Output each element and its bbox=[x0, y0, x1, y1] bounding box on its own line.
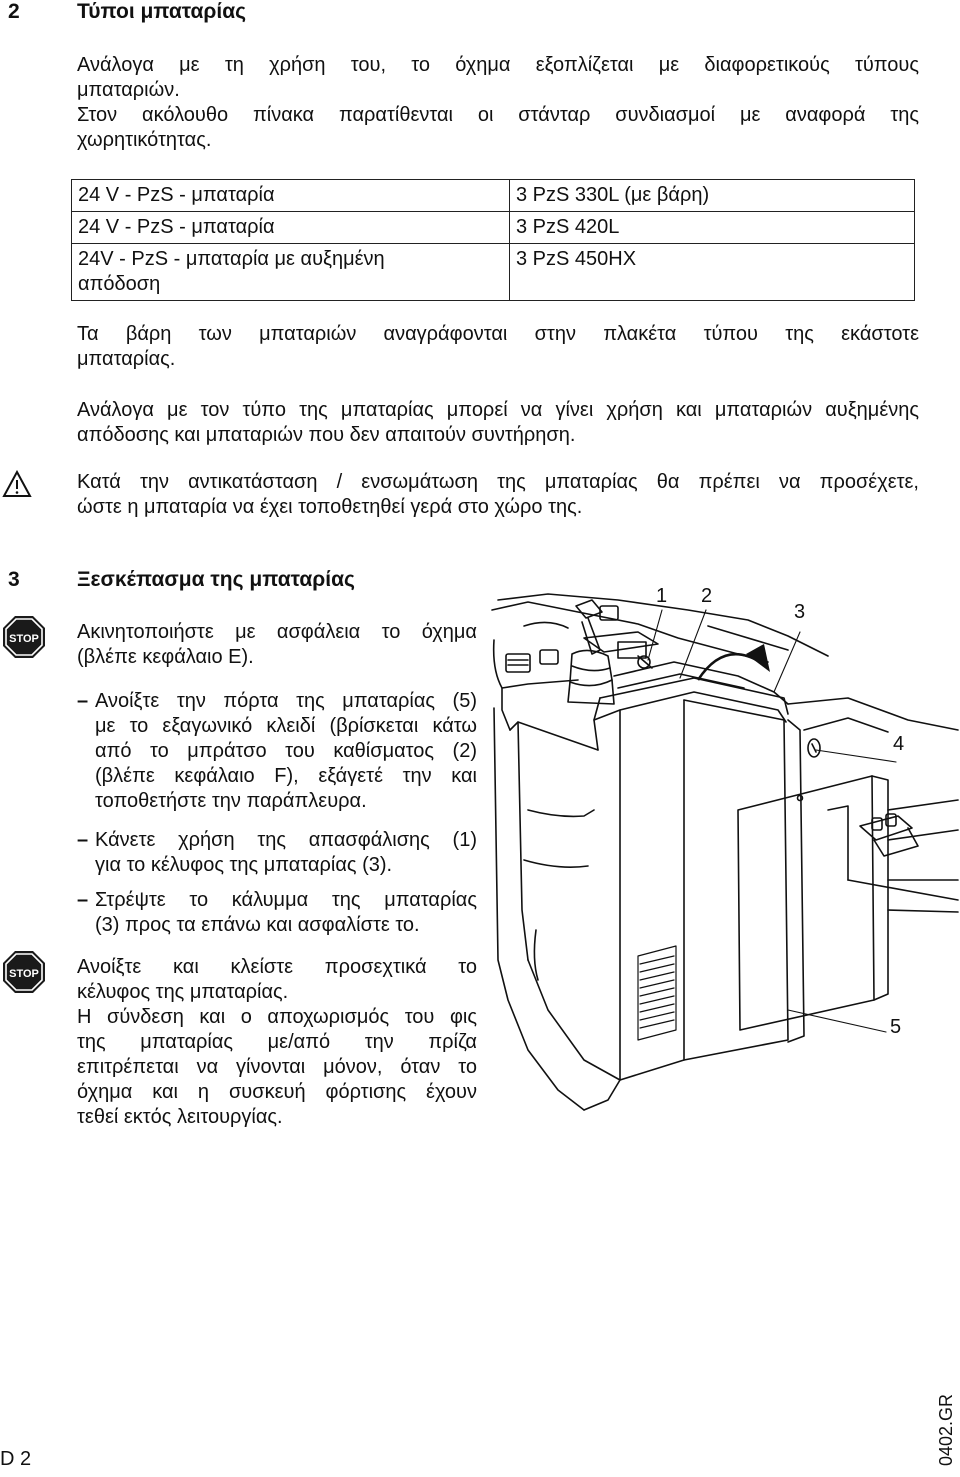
stop-line: όχημα και η συσκευή φόρτισης έχουν bbox=[77, 1081, 477, 1103]
section-2-title: Τύποι μπαταρίας bbox=[77, 0, 247, 23]
table-row bbox=[72, 244, 915, 301]
figure-callout: 1 bbox=[656, 585, 668, 607]
table-cell: 3 PzS 330L (με βάρη) bbox=[510, 180, 915, 212]
section-3-title: Ξεσκέπασμα της μπαταρίας bbox=[77, 568, 355, 591]
list-item bbox=[77, 888, 477, 938]
battery-table bbox=[71, 179, 915, 301]
figure-callout: 2 bbox=[701, 585, 713, 607]
step-line: Κάνετε χρήση της απασφάλισης (1) bbox=[95, 829, 477, 851]
step-line: για το κέλυφος της μπαταρίας (3). bbox=[95, 854, 393, 876]
stop-paragraph-2 bbox=[77, 955, 477, 1130]
step-line: τοποθετήστε την παράπλευρα. bbox=[95, 790, 367, 812]
table-cell: 3 PzS 450HX bbox=[510, 244, 915, 301]
types-line: απόδοσης και μπαταριών που δεν απαιτούν συντήρηση. bbox=[77, 424, 576, 446]
stop-line: επιτρέπεται να γίνονται μόνον, όταν το bbox=[77, 1056, 477, 1078]
stop-paragraph-1 bbox=[77, 620, 477, 670]
stop-label: STOP bbox=[9, 633, 39, 645]
table-cell: 24 V - PzS - μπαταρία bbox=[72, 180, 510, 212]
stop-label: STOP bbox=[9, 968, 39, 980]
step-line: με το εξαγωνικό κλειδί (βρίσκεται κάτω bbox=[95, 715, 477, 737]
stop-line: της μπαταρίας με/από την πρίζα bbox=[77, 1031, 477, 1053]
table-cell bbox=[72, 244, 510, 301]
table-cell-text: 24V - PzS - μπαταρία με αυξημένη απόδοση bbox=[78, 248, 385, 295]
stop-line: Η σύνδεση και ο αποχωρισμός του φις bbox=[77, 1006, 477, 1028]
stop-line: τεθεί εκτός λειτουργίας. bbox=[77, 1106, 283, 1128]
warning-line: ώστε η μπαταρία να έχει τοποθετηθεί γερά στο χώρο της. bbox=[77, 496, 583, 518]
section-3-number: 3 bbox=[8, 568, 20, 591]
warning-triangle-icon bbox=[2, 470, 32, 498]
stop-sign-icon bbox=[2, 615, 46, 659]
list-dash: – bbox=[77, 690, 89, 712]
stop-line: (βλέπε κεφάλαιο Ε). bbox=[77, 646, 254, 668]
types-line: Ανάλογα με τον τύπο της μπαταρίας μπορεί να γίνει χρήση και μπαταριών αυξημένης bbox=[77, 399, 919, 421]
warning-line: Κατά την αντικατάσταση / ενσωμάτωση της μπαταρίας θα πρέπει να προσέχετε, bbox=[77, 471, 919, 493]
warning-paragraph bbox=[77, 470, 919, 520]
intro-line: χωρητικότητας. bbox=[77, 129, 212, 151]
stop-line: Ακινητοποιήστε με ασφάλεια το όχημα bbox=[77, 621, 477, 643]
step-line: (βλέπε κεφάλαιο F), εξάγετέ την και bbox=[95, 765, 477, 787]
table-row bbox=[72, 180, 915, 212]
step-line: από το μπράτσο του καθίσματος (2) bbox=[95, 740, 477, 762]
page-number: D 2 bbox=[0, 1448, 32, 1470]
weights-line: Τα βάρη των μπαταριών αναγράφονται στην πλακέτα τύπου της εκάστοτε bbox=[77, 323, 919, 345]
intro-line: μπαταριών. bbox=[77, 79, 180, 101]
weights-paragraph bbox=[77, 322, 919, 372]
document-code: 0402.GR bbox=[936, 1393, 956, 1466]
intro-line: Ανάλογα με τη χρήση του, το όχημα εξοπλίζεται με διαφορετικούς τύπους bbox=[77, 54, 919, 76]
types-paragraph bbox=[77, 398, 919, 448]
intro-line: Στον ακόλουθο πίνακα παρατίθενται οι στάνταρ συνδιασμοί με αναφορά της bbox=[77, 104, 919, 126]
list-item bbox=[77, 689, 477, 814]
stop-sign-icon bbox=[2, 950, 46, 994]
stop-line: Ανοίξτε και κλείστε προσεχτικά το bbox=[77, 956, 477, 978]
step-line: Ανοίξτε την πόρτα της μπαταρίας (5) bbox=[95, 690, 477, 712]
battery-cover-illustration bbox=[488, 580, 960, 1120]
section-2-number: 2 bbox=[8, 0, 20, 23]
figure-callout: 4 bbox=[893, 733, 905, 755]
list-dash: – bbox=[77, 889, 89, 911]
weights-line: μπαταρίας. bbox=[77, 348, 176, 370]
list-item bbox=[77, 828, 477, 878]
step-line: (3) προς τα επάνω και ασφαλίστε το. bbox=[95, 914, 420, 936]
table-cell: 3 PzS 420L bbox=[510, 212, 915, 244]
stop-line: κέλυφος της μπαταρίας. bbox=[77, 981, 289, 1003]
battery-table-wrap bbox=[71, 179, 915, 301]
figure-callout: 5 bbox=[890, 1016, 902, 1038]
step-line: Στρέψτε το κάλυμμα της μπαταρίας bbox=[95, 889, 477, 911]
table-row bbox=[72, 212, 915, 244]
figure-callout: 3 bbox=[794, 601, 806, 623]
section-2-intro bbox=[77, 53, 919, 153]
table-cell: 24 V - PzS - μπαταρία bbox=[72, 212, 510, 244]
list-dash: – bbox=[77, 829, 89, 851]
